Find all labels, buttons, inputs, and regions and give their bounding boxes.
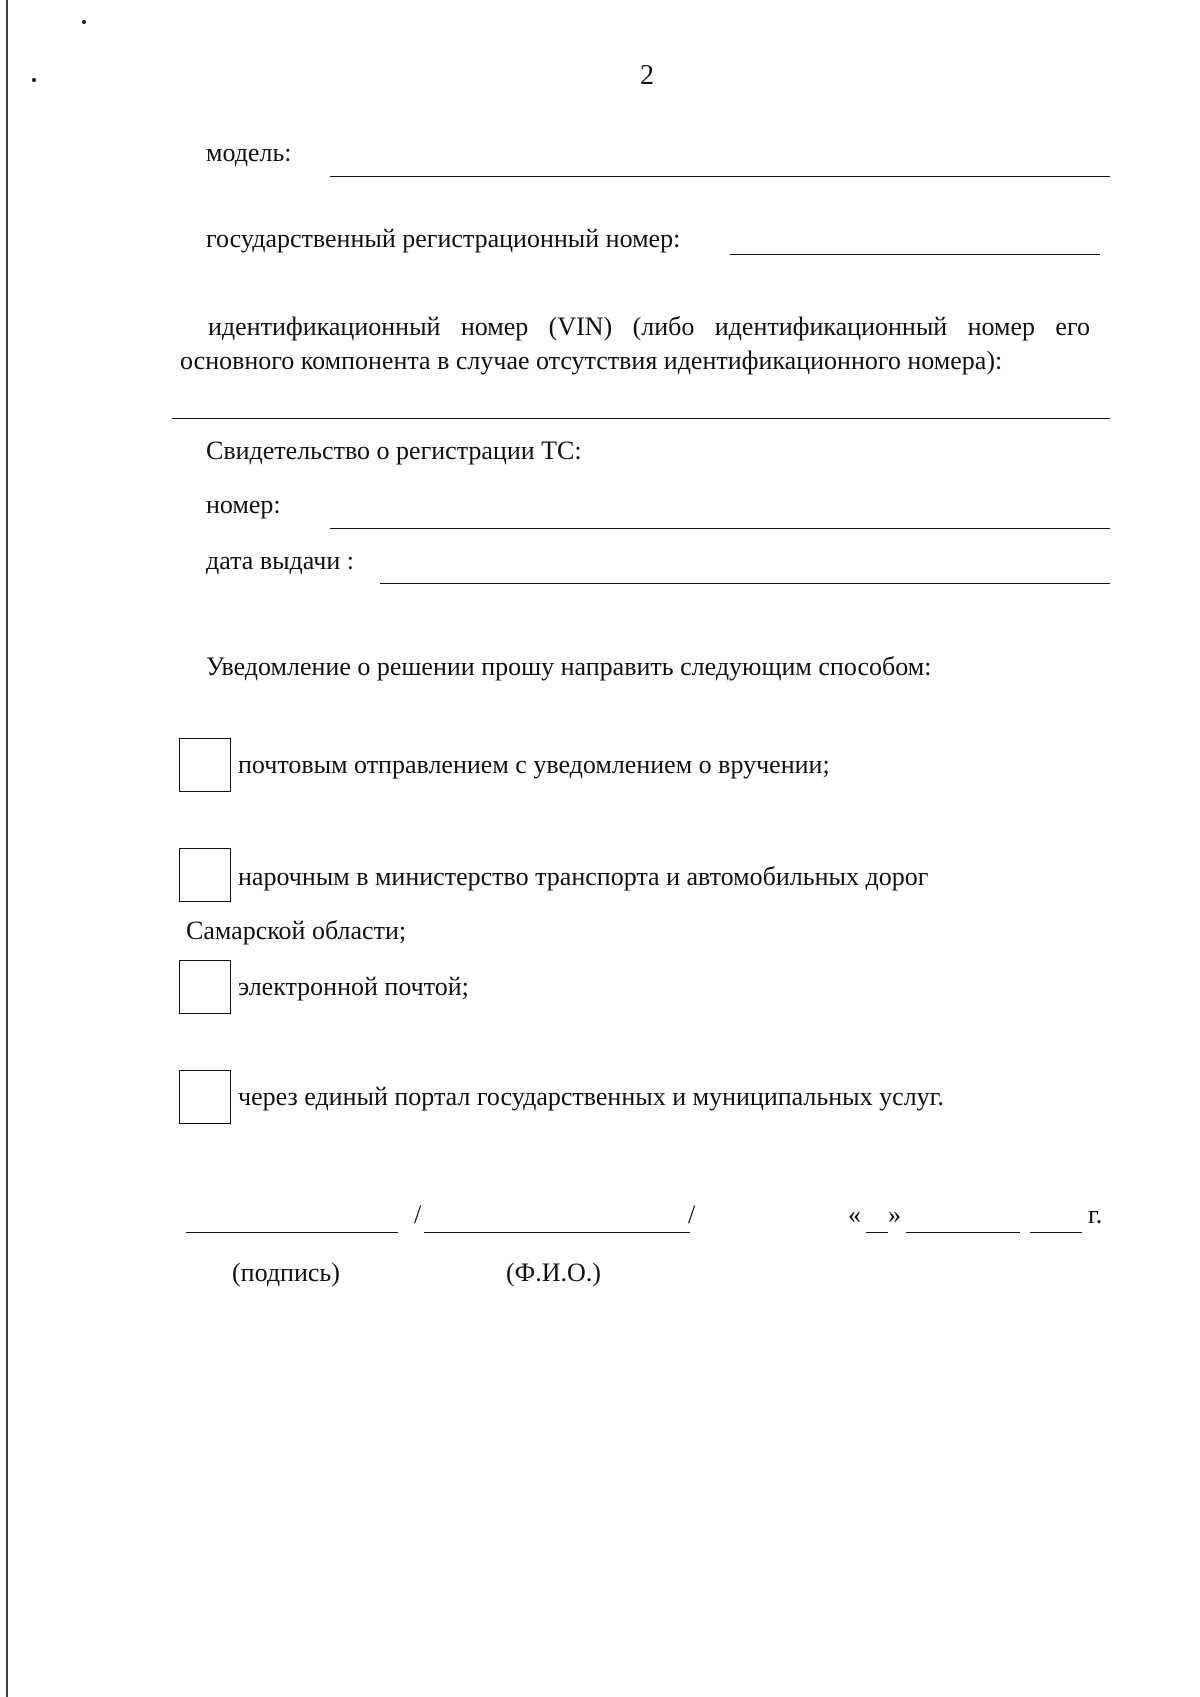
signature-line[interactable]: [186, 1232, 398, 1233]
model-label: модель:: [206, 138, 292, 167]
vin-label: идентификационный номер (VIN) (либо идентификационный номер его основного компонента в случае отсутствия идентификационного номера):: [180, 312, 1090, 375]
vin-input-line[interactable]: [172, 418, 1110, 419]
option-mail-label: почтовым отправлением с уведомлением о вручении;: [238, 750, 830, 779]
page-number: 2: [640, 60, 654, 91]
date-open-quote: «: [848, 1200, 861, 1229]
option-email-label: электронной почтой;: [238, 972, 469, 1001]
vin-paragraph: [180, 310, 1090, 378]
date-day-line[interactable]: [866, 1232, 888, 1233]
name-caption: (Ф.И.О.): [506, 1258, 601, 1287]
cert-number-input-line[interactable]: [330, 528, 1110, 529]
year-suffix: г.: [1088, 1200, 1103, 1229]
slash-right: /: [688, 1200, 696, 1229]
cert-number-label: номер:: [206, 490, 281, 519]
option-email-checkbox[interactable]: [179, 960, 231, 1014]
option-mail-checkbox[interactable]: [179, 738, 231, 792]
notification-heading: Уведомление о решении прошу направить следующим способом:: [206, 652, 932, 681]
scan-left-edge: [6, 0, 8, 1697]
option-portal-checkbox[interactable]: [179, 1070, 231, 1124]
full-name-line[interactable]: [424, 1232, 690, 1233]
certificate-heading: Свидетельство о регистрации ТС:: [206, 436, 582, 465]
date-year-line[interactable]: [1030, 1232, 1082, 1233]
date-month-line[interactable]: [906, 1232, 1020, 1233]
date-close-quote: »: [888, 1200, 901, 1229]
option-portal-label: через единый портал государственных и муниципальных услуг.: [238, 1082, 944, 1111]
option-courier-checkbox[interactable]: [179, 848, 231, 902]
option-courier-label: нарочным в министерство транспорта и автомобильных дорог: [238, 862, 929, 891]
option-courier-continuation: Самарской области;: [186, 916, 407, 945]
scan-speck: [32, 78, 36, 82]
issue-date-label: дата выдачи :: [206, 546, 355, 575]
slash-left: /: [414, 1200, 422, 1229]
signature-caption: (подпись): [232, 1258, 340, 1287]
issue-date-input-line[interactable]: [380, 583, 1110, 584]
model-input-line[interactable]: [330, 176, 1110, 177]
reg-number-input-line[interactable]: [730, 254, 1100, 255]
reg-number-label: государственный регистрационный номер:: [206, 224, 681, 253]
scan-speck: [82, 20, 86, 24]
